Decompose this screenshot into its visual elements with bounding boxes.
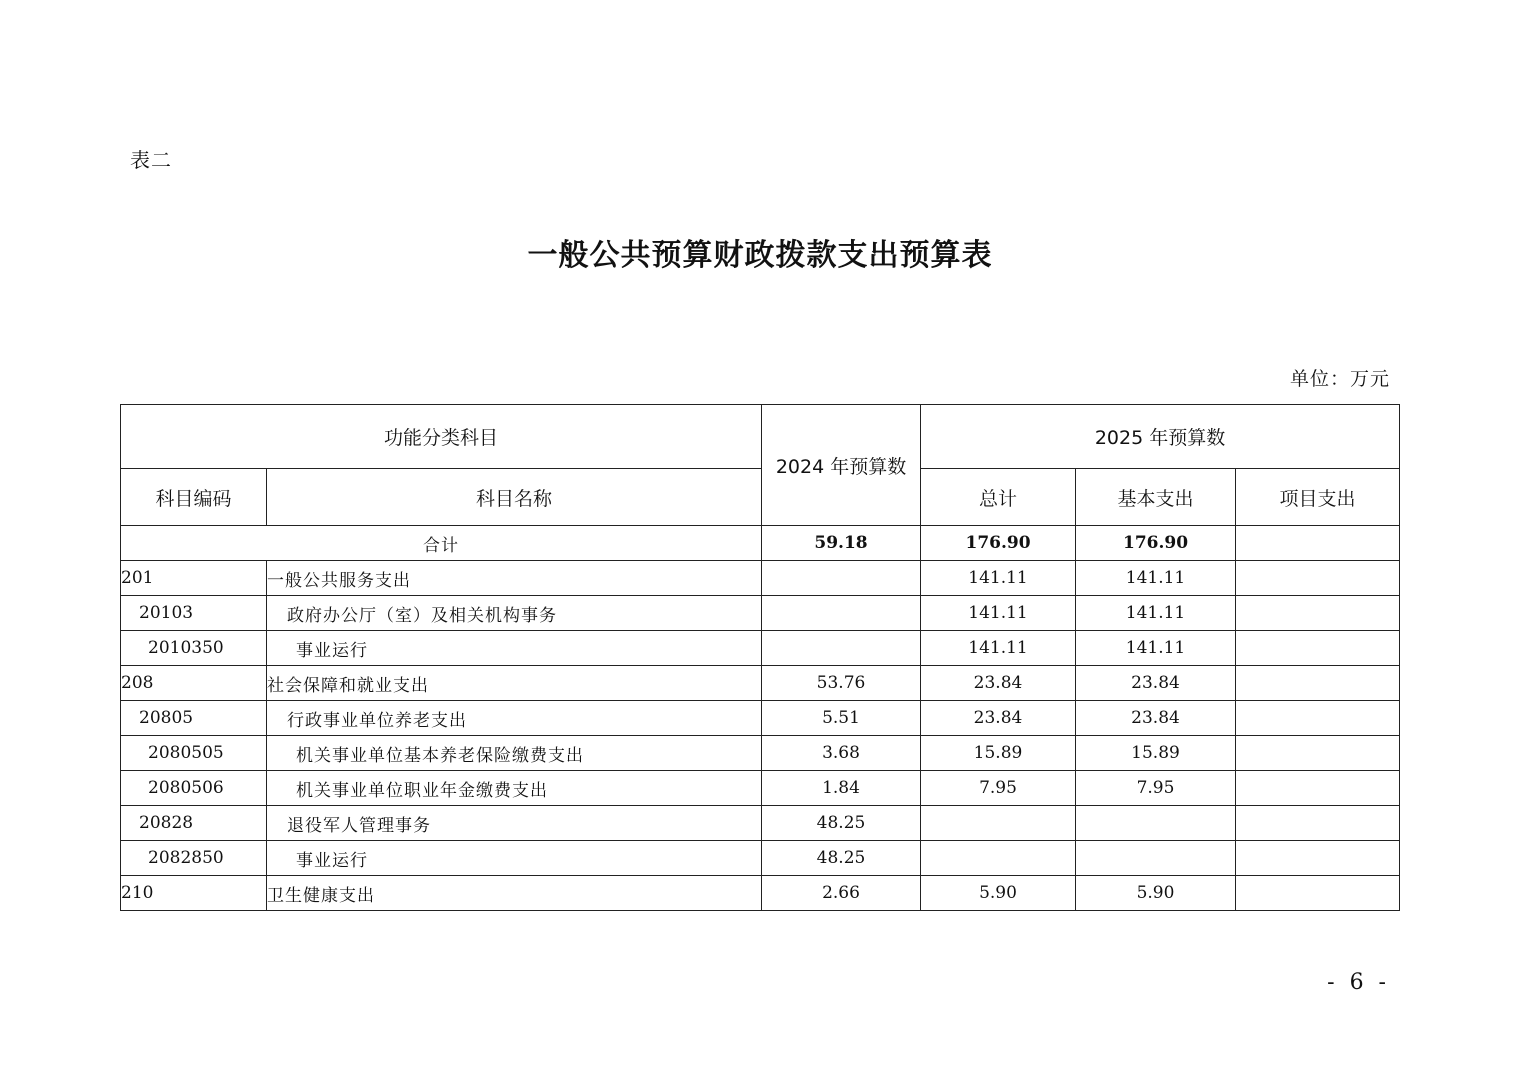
cell-code: 210: [121, 876, 267, 911]
table-row: [121, 841, 1400, 876]
header-row-2: [121, 469, 1400, 526]
cell-budget-2024: [762, 596, 921, 631]
cell-budget-2024: [762, 561, 921, 596]
cell-budget-2024: 48.25: [762, 806, 921, 841]
cell-project: [1236, 666, 1400, 701]
cell-name: 政府办公厅（室）及相关机构事务: [267, 596, 762, 631]
table-row: [121, 771, 1400, 806]
cell-name: 事业运行: [267, 631, 762, 666]
cell-total: 7.95: [921, 771, 1076, 806]
table-row: [121, 561, 1400, 596]
cell-basic: 23.84: [1076, 666, 1236, 701]
table-row: [121, 876, 1400, 911]
cell-basic: 23.84: [1076, 701, 1236, 736]
header-basic: 基本支出: [1076, 469, 1236, 526]
cell-basic: [1076, 806, 1236, 841]
header-project: 项目支出: [1236, 469, 1400, 526]
cell-total: 15.89: [921, 736, 1076, 771]
cell-code: 2080505: [121, 736, 267, 771]
cell-basic: 7.95: [1076, 771, 1236, 806]
cell-project: [1236, 701, 1400, 736]
total-row: [121, 526, 1400, 561]
cell-code: 201: [121, 561, 267, 596]
cell-name: 机关事业单位职业年金缴费支出: [267, 771, 762, 806]
cell-name: 一般公共服务支出: [267, 561, 762, 596]
cell-total: 5.90: [921, 876, 1076, 911]
cell-total: 23.84: [921, 666, 1076, 701]
total-label: 合计: [121, 526, 762, 561]
cell-code: 20103: [121, 596, 267, 631]
header-budget-2024: 2024 年预算数: [762, 405, 921, 526]
document-title: 一般公共预算财政拨款支出预算表: [527, 238, 993, 273]
table-row: [121, 806, 1400, 841]
cell-basic: 141.11: [1076, 561, 1236, 596]
total-project: [1236, 526, 1400, 561]
table-row: [121, 631, 1400, 666]
cell-budget-2024: 1.84: [762, 771, 921, 806]
cell-project: [1236, 596, 1400, 631]
table-label: 表二: [130, 148, 172, 172]
cell-budget-2024: 5.51: [762, 701, 921, 736]
table-row: [121, 596, 1400, 631]
cell-basic: 15.89: [1076, 736, 1236, 771]
cell-project: [1236, 736, 1400, 771]
cell-project: [1236, 876, 1400, 911]
total-budget-2024: 59.18: [762, 526, 921, 561]
unit-label: 单位：万元: [1289, 368, 1390, 390]
cell-total: [921, 806, 1076, 841]
table-row: [121, 701, 1400, 736]
cell-project: [1236, 561, 1400, 596]
total-basic: 176.90: [1076, 526, 1236, 561]
cell-name: 事业运行: [267, 841, 762, 876]
cell-basic: [1076, 841, 1236, 876]
header-row-1: [121, 405, 1400, 469]
cell-total: 141.11: [921, 631, 1076, 666]
cell-total: 141.11: [921, 561, 1076, 596]
cell-project: [1236, 841, 1400, 876]
cell-budget-2024: 53.76: [762, 666, 921, 701]
header-code: 科目编码: [121, 469, 267, 526]
cell-name: 社会保障和就业支出: [267, 666, 762, 701]
cell-name: 卫生健康支出: [267, 876, 762, 911]
header-budget-2025: 2025 年预算数: [921, 405, 1400, 469]
cell-code: 2010350: [121, 631, 267, 666]
budget-table: [120, 404, 1400, 911]
cell-project: [1236, 631, 1400, 666]
page-number: - 6 -: [1327, 970, 1390, 995]
header-func-class: 功能分类科目: [121, 405, 762, 469]
cell-budget-2024: [762, 631, 921, 666]
cell-total: [921, 841, 1076, 876]
cell-code: 2080506: [121, 771, 267, 806]
cell-budget-2024: 2.66: [762, 876, 921, 911]
cell-budget-2024: 48.25: [762, 841, 921, 876]
header-total: 总计: [921, 469, 1076, 526]
cell-code: 20805: [121, 701, 267, 736]
cell-project: [1236, 806, 1400, 841]
cell-total: 141.11: [921, 596, 1076, 631]
cell-basic: 141.11: [1076, 596, 1236, 631]
cell-code: 20828: [121, 806, 267, 841]
total-total: 176.90: [921, 526, 1076, 561]
cell-project: [1236, 771, 1400, 806]
header-name: 科目名称: [267, 469, 762, 526]
cell-budget-2024: 3.68: [762, 736, 921, 771]
cell-name: 机关事业单位基本养老保险缴费支出: [267, 736, 762, 771]
cell-name: 行政事业单位养老支出: [267, 701, 762, 736]
cell-basic: 5.90: [1076, 876, 1236, 911]
table-row: [121, 736, 1400, 771]
cell-code: 208: [121, 666, 267, 701]
cell-basic: 141.11: [1076, 631, 1236, 666]
cell-name: 退役军人管理事务: [267, 806, 762, 841]
cell-total: 23.84: [921, 701, 1076, 736]
cell-code: 2082850: [121, 841, 267, 876]
table-row: [121, 666, 1400, 701]
